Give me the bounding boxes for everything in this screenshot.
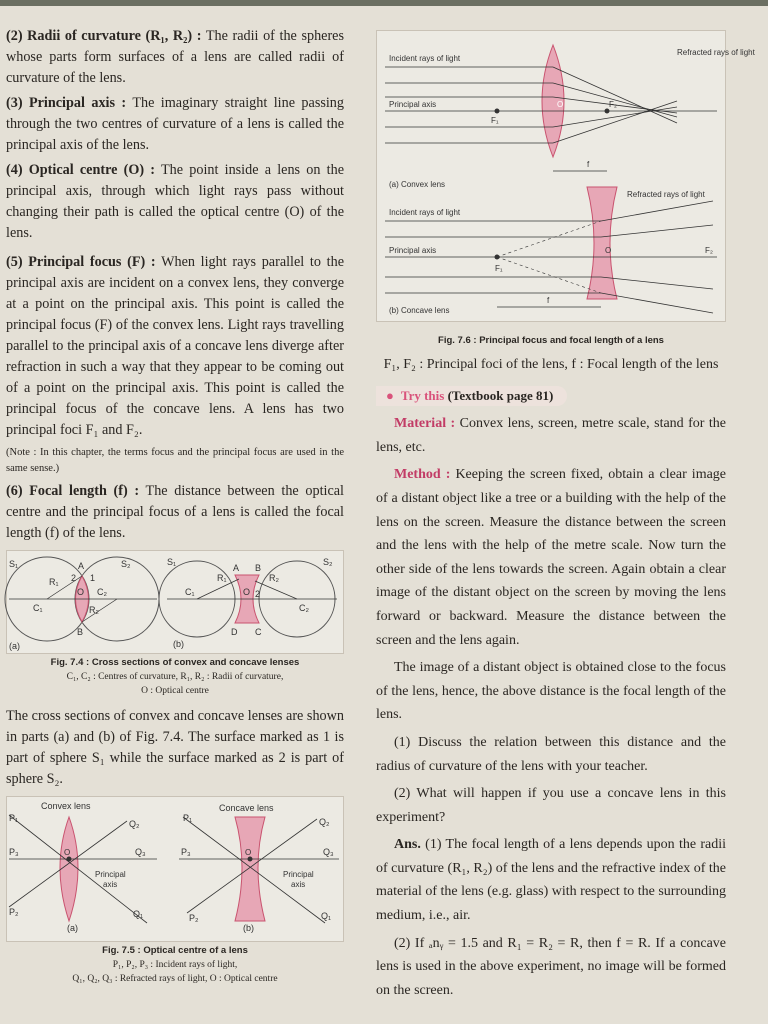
- label-2-a: 2: [71, 573, 77, 583]
- focus-paragraph: [6, 252, 344, 441]
- focal-term: (6) Focal length (f) :: [6, 483, 140, 499]
- optical-text: The point inside a lens on the principal axis, through which light rays pass without changing their path is called the optical centre (O) of the lens.: [6, 162, 344, 241]
- answer-1-text: (1) The focal length of a lens depends upon the radii of curvature (R₁, R₂) of the lens and the refractive index of the material of the lens (e.g. glass) with respect to the surrounding medium, i.e., air.: [376, 837, 726, 924]
- label-p1-a: P₁: [9, 813, 19, 823]
- optical-paragraph: [6, 160, 344, 244]
- axis-text: The imaginary straight line passing through the two centres of curvature of a lens is called the principal axis of the lens.: [6, 95, 344, 153]
- label-principal-axis-a: Principal axis: [389, 100, 437, 109]
- label-caption-b: (b): [173, 639, 184, 649]
- fig-7-5-caption-line1: P₁, P₂, P₃ : Incident rays of light,: [112, 960, 238, 970]
- label-r2-b: R₂: [269, 573, 279, 583]
- label-q1-a: Q₁: [133, 909, 144, 919]
- label-p3-a: P₃: [9, 847, 19, 857]
- label-b-b: B: [255, 563, 262, 573]
- label-r2-a: R₂: [89, 605, 99, 615]
- label-o-a: O: [77, 587, 85, 597]
- label-concave-lens: Concave lens: [219, 803, 274, 813]
- note: (Note : In this chapter, the terms focus and the principal focus are used in the same sense.): [6, 447, 344, 474]
- label-principal-b: Principal: [283, 870, 314, 879]
- question-2: (2) What will happen if you use a concave lens in this experiment?: [376, 786, 726, 825]
- left-column: [6, 26, 344, 986]
- bullet-icon: ●: [386, 388, 394, 404]
- label-o-b: O: [245, 848, 252, 857]
- fig-7-5-caption-title: Fig. 7.5 : Optical centre of a lens: [102, 945, 248, 956]
- label-axis-b: axis: [291, 880, 306, 889]
- label-q2-b: Q₂: [319, 817, 330, 827]
- right-column: [376, 26, 755, 1006]
- label-convex-lens: Convex lens: [41, 801, 91, 811]
- label-incident-a: Incident rays of light: [389, 54, 461, 63]
- focal-paragraph: [6, 481, 344, 544]
- label-o-b: O: [243, 587, 251, 597]
- axis-term: (3) Principal axis :: [6, 95, 127, 111]
- label-c2-b: C₂: [299, 603, 309, 613]
- label-a: (a): [67, 923, 78, 933]
- label-caption-a: (a): [9, 641, 20, 651]
- fig-7-4-caption-line2: O : Optical centre: [141, 686, 209, 696]
- fig-7-6-diagram: [377, 31, 755, 321]
- label-2-b: 2: [255, 589, 261, 599]
- material-paragraph: [376, 412, 726, 459]
- label-b-a: B: [77, 627, 84, 637]
- try-this-label: Try this: [400, 388, 445, 404]
- fig-7-6-caption-title: Fig. 7.6 : Principal focus and focal length of a lens: [438, 335, 664, 346]
- label-o-fig76b: O: [605, 246, 612, 255]
- label-c2-a: C₂: [97, 587, 107, 597]
- label-convex-caption: (a) Convex lens: [389, 180, 446, 189]
- answer-1: [376, 833, 726, 927]
- label-axis-a: axis: [103, 880, 118, 889]
- label-principal-a: Principal: [95, 870, 126, 879]
- focal-text: The distance between the optical centre and the principal focus of a lens is called the focal length (f) of the lens.: [6, 483, 345, 541]
- try-this-heading: [376, 386, 567, 406]
- method-text: Keeping the screen fixed, obtain a clear image of a distant object like a tree or a building with the help of the lens on the screen. Measure the distance between the screen and the lens with the help of the metre scale. Now turn the other side of the lens towards the screen. Again obtain a clear image of the distant object on the screen by moving the lens forward or backward. Measure the distance between the screen and the lens again.: [376, 467, 727, 648]
- fig-7-4-caption-title: Fig. 7.4 : Cross sections of convex and concave lenses: [50, 657, 300, 668]
- method-paragraph: [376, 463, 726, 652]
- label-r1-b: R₁: [217, 573, 227, 583]
- fig-7-5-caption-line2: Q₁, Q₂, Q₃ : Refracted rays of light, O : Optical centre: [72, 974, 278, 984]
- label-o-a: O: [64, 848, 71, 857]
- label-p2-a: P₂: [9, 907, 19, 917]
- label-p1-b: P₁: [183, 813, 193, 823]
- label-a-a: A: [78, 561, 85, 571]
- label-s1-b: S₁: [167, 557, 177, 567]
- material-label: Material :: [394, 416, 456, 432]
- textbook-page: [0, 6, 768, 1024]
- label-principal-axis-b: Principal axis: [389, 246, 437, 255]
- label-q1-b: Q₁: [321, 911, 332, 921]
- fig-7-4-diagram: [7, 551, 343, 653]
- label-f-fig76b: f: [547, 296, 550, 305]
- label-1-a: 1: [90, 573, 96, 583]
- label-f1-fig76a: F₁: [491, 116, 499, 125]
- label-a-b: A: [233, 563, 240, 573]
- label-q3-b: Q₃: [323, 847, 334, 857]
- fig-7-6-caption-line1: F₁, F₂ : Principal foci of the lens, f : Focal length of the lens: [383, 356, 719, 372]
- label-f2-fig76b: F₂: [705, 246, 713, 255]
- label-b: (b): [243, 923, 254, 933]
- label-c1-a: C₁: [33, 603, 43, 613]
- figure-7-6: [376, 30, 755, 322]
- label-o-fig76a: O: [557, 100, 564, 109]
- label-s2-a: S₂: [121, 559, 131, 569]
- radii-paragraph: [6, 26, 344, 89]
- answer-2: (2) If ₐnᵧ = 1.5 and R₁ = R₂ = R, then f = R. If a concave lens is used in the above experiment, no image will be formed on the screen.: [376, 935, 726, 998]
- label-incident-b: Incident rays of light: [389, 208, 461, 217]
- label-concave-caption: (b) Concave lens: [389, 306, 450, 315]
- focus-text: When light rays parallel to the principal axis are incident on a convex lens, they converge at a point on the principal axis. This point is called the principal focus (F) of the convex lens. Light rays travelling parallel to the principal axis of a concave lens diverge after refraction in such a way that they appear to be coming out of a point on the principal axis. This point is called the principal focus of the concave lens. A lens has two principal foci F₁ and F₂.: [6, 254, 344, 438]
- label-c-b: C: [255, 627, 262, 637]
- cross-section-paragraph: The cross sections of convex and concave lenses are shown in parts (a) and (b) of Fig. 7.4. The surface marked as 1 is part of sphere S₁ while the surface marked as 2 is part of sphere S₂.: [6, 708, 344, 787]
- label-f1-fig76b: F₁: [495, 264, 503, 273]
- ans-label: Ans.: [394, 837, 421, 853]
- image-paragraph: The image of a distant object is obtained close to the focus of the lens, hence, the above distance is the focal length of the lens.: [376, 660, 726, 723]
- label-c1-b: C₁: [185, 587, 195, 597]
- label-s1-a: S₁: [9, 559, 19, 569]
- radii-term: (2) Radii of curvature (R₁, R₂) :: [6, 28, 202, 44]
- label-q3-a: Q₃: [135, 847, 146, 857]
- try-this-ref: (Textbook page 81): [447, 388, 554, 404]
- label-refracted-b: Refracted rays of light: [627, 190, 705, 199]
- label-refracted-a: Refracted rays of light: [677, 48, 755, 57]
- question-1: (1) Discuss the relation between this distance and the radius of curvature of the lens with your teacher.: [376, 734, 726, 774]
- label-s2-b: S₂: [323, 557, 333, 567]
- label-d-b: D: [231, 627, 238, 637]
- focus-term: (5) Principal focus (F) :: [6, 254, 156, 270]
- label-p2-b: P₂: [189, 913, 199, 923]
- axis-paragraph: [6, 93, 344, 156]
- label-f2-fig76a: F₂: [609, 100, 617, 109]
- label-f-fig76a: f: [587, 160, 590, 169]
- figure-7-5: [6, 796, 344, 942]
- label-p3-b: P₃: [181, 847, 191, 857]
- method-label: Method :: [394, 467, 451, 483]
- label-r1-a: R₁: [49, 577, 59, 587]
- material-text: Convex lens, screen, metre scale, stand for the lens, etc.: [376, 416, 726, 455]
- figure-7-4: [6, 550, 344, 654]
- fig-7-4-caption-line1: C₁, C₂ : Centres of curvature, R₁, R₂ : Radii of curvature,: [66, 672, 284, 682]
- radii-text: The radii of the spheres whose parts form surfaces of a lens are called radii of curvature of the lens.: [6, 28, 345, 86]
- optical-term: (4) Optical centre (O) :: [6, 162, 156, 178]
- fig-7-5-diagram: [7, 797, 343, 941]
- label-q2-a: Q₂: [129, 819, 140, 829]
